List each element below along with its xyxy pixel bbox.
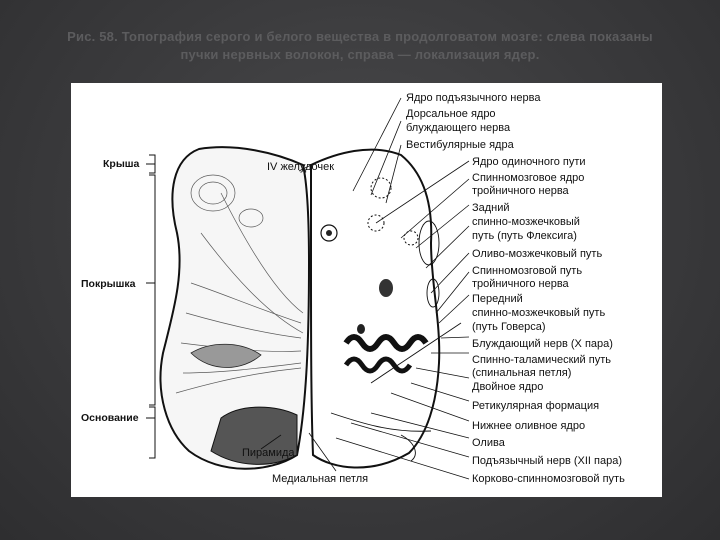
right-half-outline	[311, 150, 439, 468]
label-olive: Олива	[472, 437, 505, 449]
label-anterior-spinocerebellar-3: (путь Говерса)	[472, 321, 546, 333]
label-dorsal-nucleus: Дорсальное ядро	[406, 108, 496, 120]
caption-line-1: Рис. 58. Топография серого и белого вещества в продолговатом мозге: слева показаны	[67, 29, 653, 44]
region-tegmentum-label: Покрышка	[81, 278, 136, 290]
fourth-ventricle-label: IV желудочек	[267, 161, 335, 173]
label-vestibular-nuclei: Вестибулярные ядра	[406, 139, 514, 151]
caption-line-2: пучки нервных волокон, справа — локализация ядер.	[180, 47, 540, 62]
label-hypoglossal-nerve: Подъязычный нерв (XII пара)	[472, 455, 623, 467]
label-spinal-trigeminal-tract: Спинномозговой путь	[472, 265, 583, 277]
region-brackets	[146, 155, 155, 458]
label-vagus-nerve: Блуждающий нерв (X пара)	[472, 338, 613, 350]
label-spinothalamic-tract-2: (спинальная петля)	[472, 367, 572, 379]
label-anterior-spinocerebellar: Передний	[472, 293, 523, 305]
medulla-drawing	[71, 83, 662, 497]
label-solitary-nucleus: Ядро одиночного пути	[472, 156, 586, 168]
label-spinothalamic-tract: Спинно-таламический путь	[472, 354, 611, 366]
pyramid-label: Пирамида	[242, 447, 295, 459]
label-dorsal-nucleus-2: блуждающего нерва	[406, 122, 511, 134]
label-olivocerebellar-tract: Оливо-мозжечковый путь	[472, 248, 603, 260]
medial-lemniscus-label: Медиальная петля	[272, 473, 369, 485]
figure-caption	[30, 28, 690, 64]
label-posterior-spinocerebellar-2: спинно-мозжечковый	[472, 216, 580, 228]
label-spinal-trigeminal-tract-2: тройничного нерва	[472, 278, 569, 290]
region-base-label: Основание	[81, 412, 139, 424]
label-spinal-trigeminal-nucleus: Спинномозговое ядро	[472, 172, 585, 184]
label-spinal-trigeminal-nucleus-2: тройничного нерва	[472, 185, 569, 197]
label-corticospinal-tract: Корково-спинномозговой путь	[472, 473, 625, 485]
label-anterior-spinocerebellar-2: спинно-мозжечковый путь	[472, 307, 606, 319]
label-nucleus-ambiguus: Двойное ядро	[472, 381, 544, 393]
base-bracket	[149, 407, 155, 458]
tegmentum-bracket	[149, 175, 155, 405]
label-inferior-olivary-nucleus: Нижнее оливное ядро	[472, 420, 586, 432]
label-posterior-spinocerebellar-3: путь (путь Флексига)	[472, 230, 577, 242]
region-roof-label: Крыша	[103, 158, 140, 170]
label-hypoglossal-nucleus: Ядро подъязычного нерва	[406, 92, 541, 104]
label-reticular-formation: Ретикулярная формация	[472, 400, 600, 412]
label-posterior-spinocerebellar: Задний	[472, 202, 510, 214]
medulla-diagram	[71, 83, 662, 497]
